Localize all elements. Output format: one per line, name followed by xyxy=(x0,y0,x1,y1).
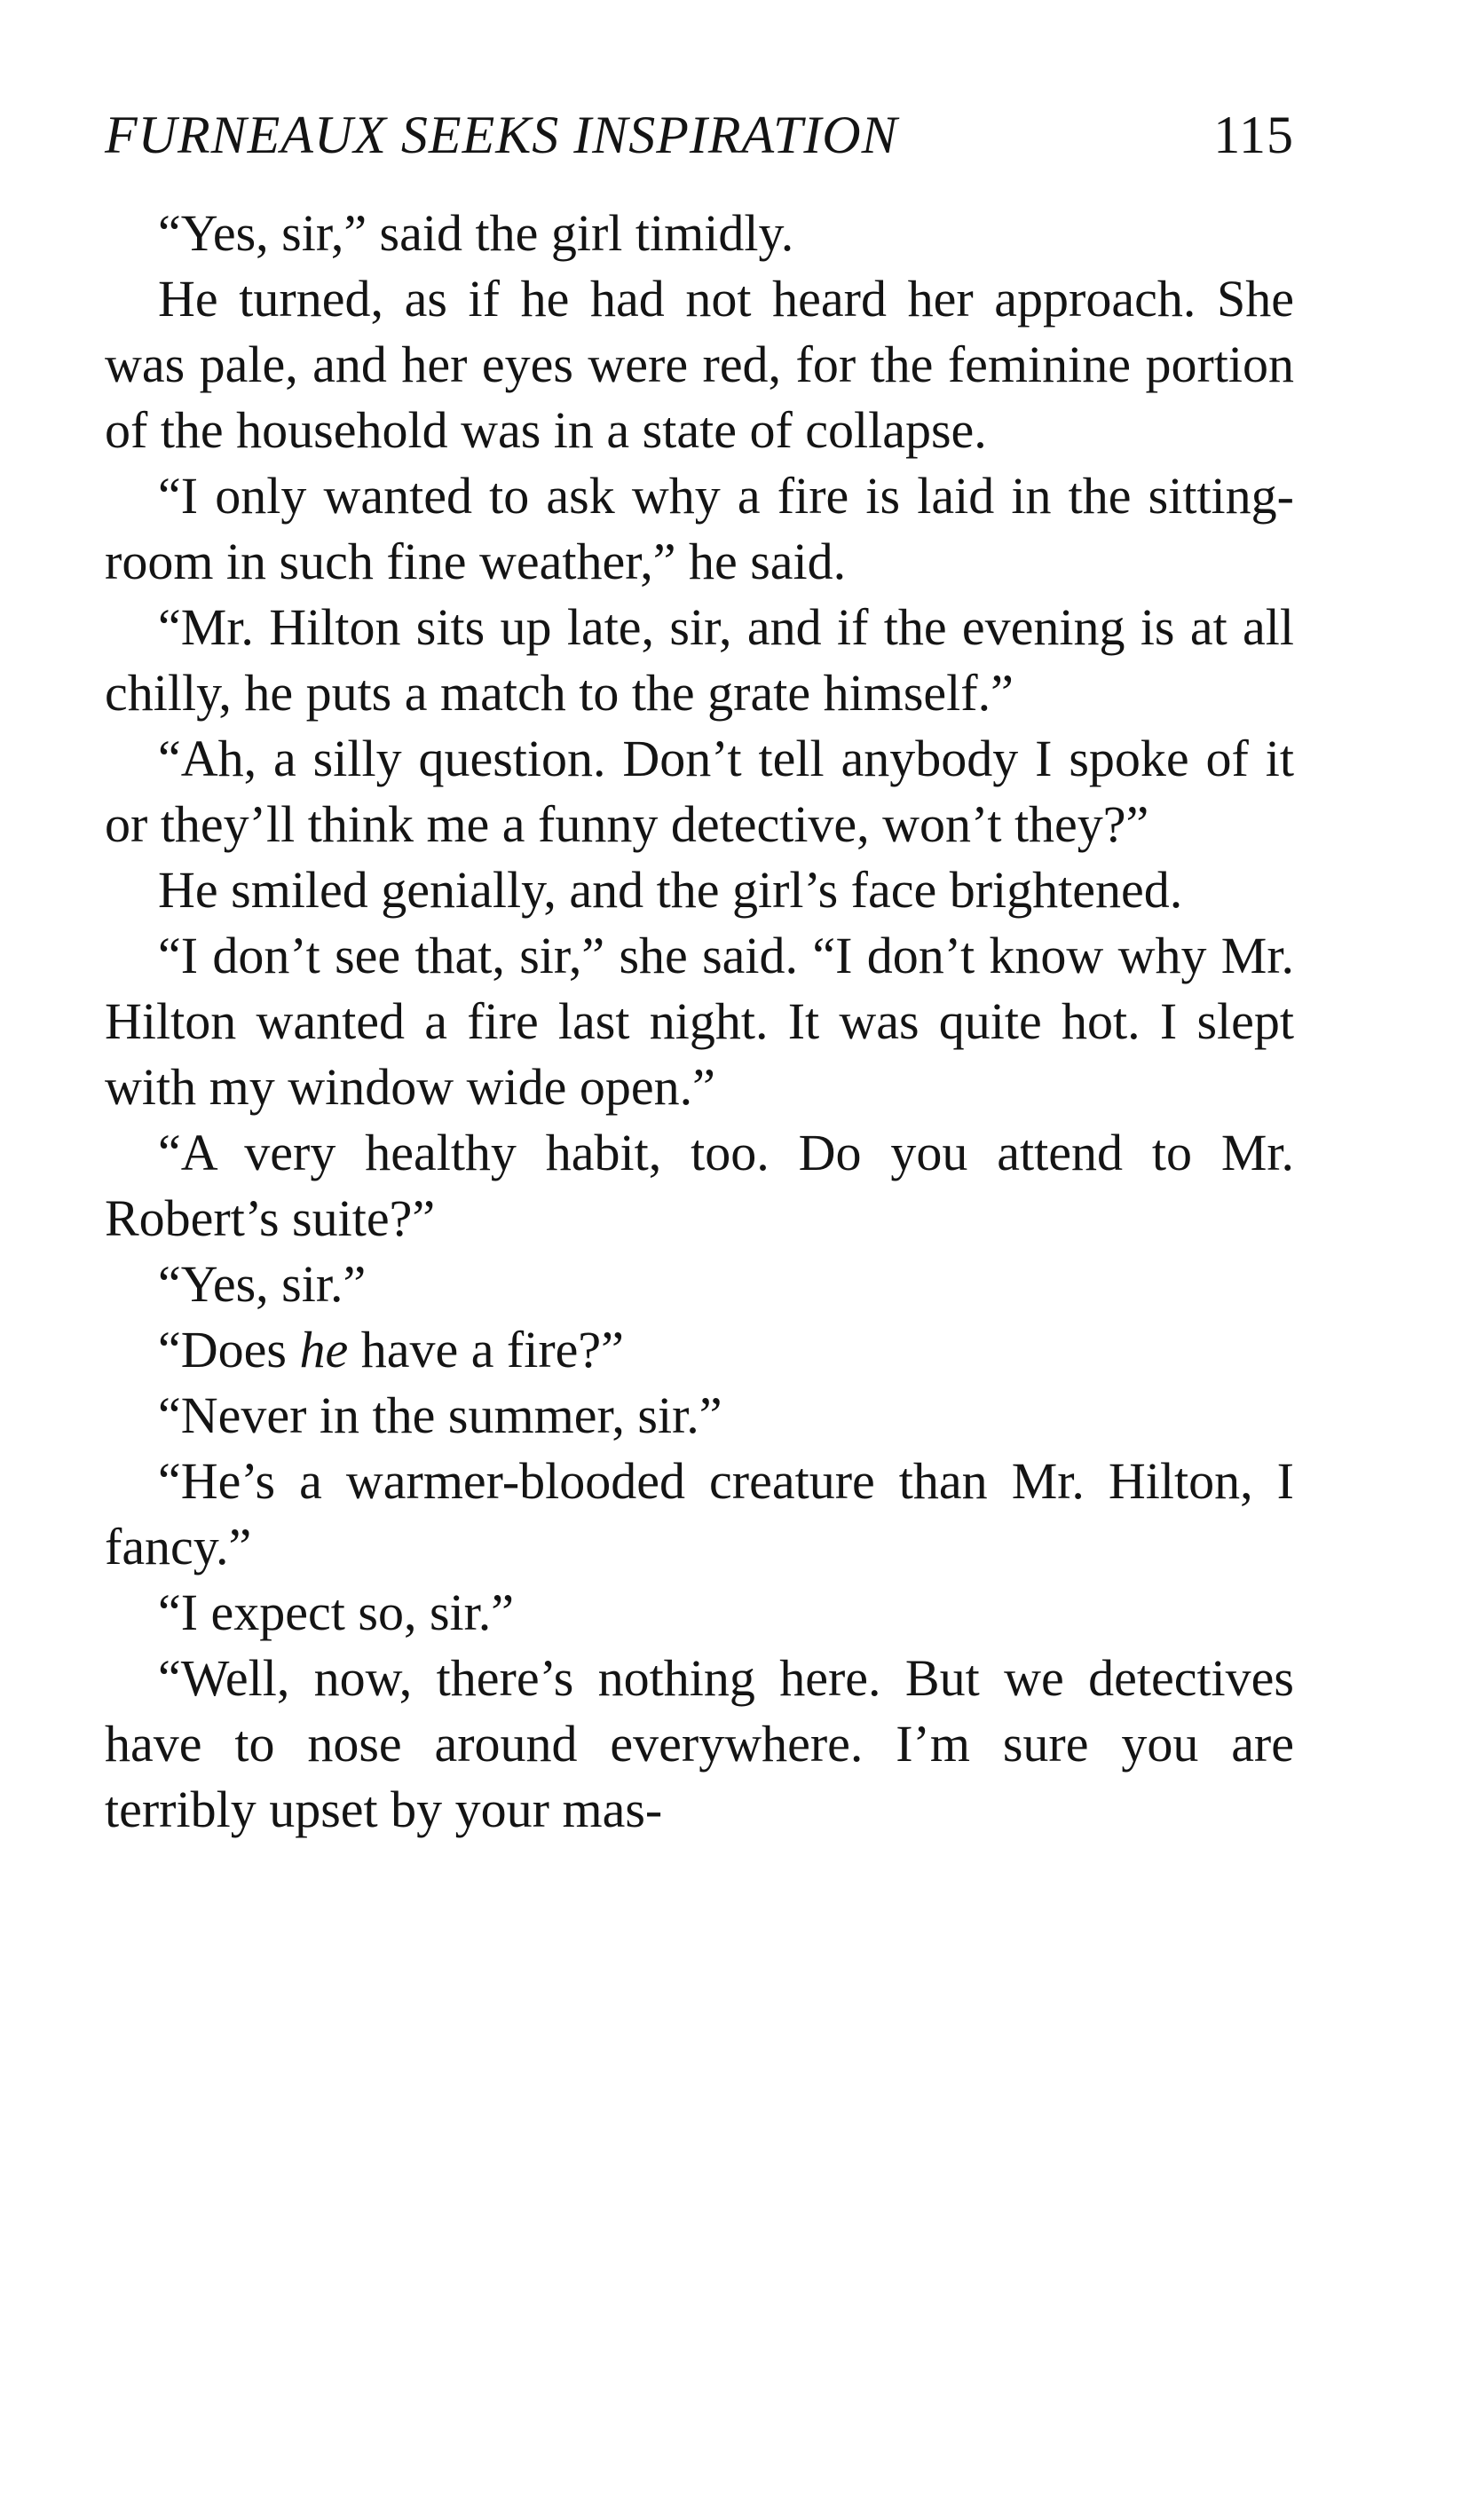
page-number: 115 xyxy=(1213,106,1294,164)
paragraph: “Ah, a silly question. Don’t tell anybody I spoke of it or they’ll think me a funny detective, won’t they?” xyxy=(105,730,1294,853)
paragraph: “I expect so, sir.” xyxy=(158,1583,515,1641)
page-header xyxy=(105,105,1294,176)
paragraph xyxy=(105,1317,1294,1383)
paragraph: “Never in the summer, sir.” xyxy=(158,1386,722,1444)
paragraph: He turned, as if he had not heard her approach. She was pale, and her eyes were red, for the feminine portion of the household was in a state of collapse. xyxy=(105,270,1294,459)
running-title: FURNEAUX SEEKS INSPIRATION xyxy=(105,106,898,164)
paragraph: He smiled genially, and the girl’s face brightened. xyxy=(158,861,1183,919)
paragraph: “Mr. Hilton sits up late, sir, and if the evening is at all chilly, he puts a match to the grate himself.” xyxy=(105,598,1294,722)
paragraph: “Yes, sir.” xyxy=(158,1255,367,1313)
paragraph-text: have a fire?” xyxy=(348,1321,624,1378)
paragraph: “A very healthy habit, too. Do you attend to Mr. Robert’s suite?” xyxy=(105,1124,1294,1247)
paragraph: “Yes, sir,” said the girl timidly. xyxy=(158,204,794,262)
paragraph: “He’s a warmer-blooded creature than Mr. Hilton, I fancy.” xyxy=(105,1452,1294,1575)
paragraph: “Well, now, there’s nothing here. But we detectives have to nose around everywhere. I’m sure you are terribly upset by your mas- xyxy=(105,1649,1294,1838)
paragraph-text: “Does xyxy=(158,1321,300,1378)
paragraph: “I don’t see that, sir,” she said. “I don’t know why Mr. Hilton wanted a fire last night. It was quite hot. I slept with my window wide open.” xyxy=(105,927,1294,1116)
paragraph: “I only wanted to ask why a fire is laid in the sitting-room in such fine weather,” he said. xyxy=(105,467,1294,590)
body-text xyxy=(105,201,1294,1843)
emphasized-word: he xyxy=(299,1321,349,1378)
